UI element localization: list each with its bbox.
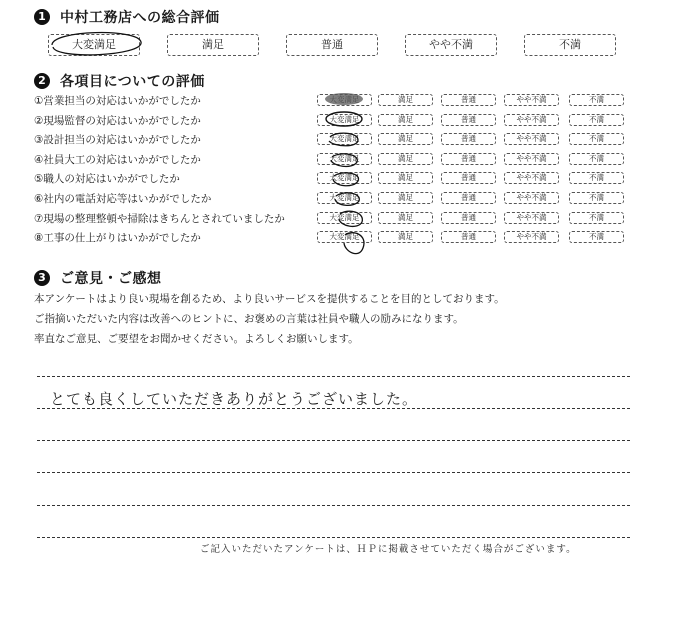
- item-7-option-satisfied[interactable]: 満足: [378, 212, 433, 224]
- item-7-option-somewhat-dissatisfied[interactable]: やや不満: [504, 212, 559, 224]
- item-6-option-satisfied[interactable]: 満足: [378, 192, 433, 204]
- item-4-option-very-satisfied[interactable]: 大変満足: [317, 153, 372, 165]
- section2-number-badge: 2: [34, 73, 50, 89]
- item-7-option-very-satisfied[interactable]: 大変満足: [317, 212, 372, 224]
- comment-line-3: [37, 440, 630, 441]
- item-label-8: ⑧工事の仕上がりはいかがでしたか: [34, 232, 201, 245]
- overall-option-satisfied[interactable]: 満足: [167, 34, 259, 56]
- section2-title: 各項目についての評価: [60, 74, 205, 90]
- item-2-option-very-satisfied[interactable]: 大変満足: [317, 114, 372, 126]
- item-8-option-very-satisfied[interactable]: 大変満足: [317, 231, 372, 243]
- item-4-option-dissatisfied[interactable]: 不満: [569, 153, 624, 165]
- intro-line-1: 本アンケートはより良い現場を創るため、より良いサービスを提供することを目的としております。: [34, 293, 505, 305]
- item-label-6: ⑥社内の電話対応等はいかがでしたか: [34, 193, 212, 205]
- item-5-option-very-satisfied[interactable]: 大変満足: [317, 172, 372, 184]
- section3-number-badge: 3: [34, 270, 50, 286]
- item-8-option-somewhat-dissatisfied[interactable]: やや不満: [504, 231, 559, 243]
- comment-line-6: [37, 537, 630, 538]
- item-6-option-somewhat-dissatisfied[interactable]: やや不満: [504, 192, 559, 204]
- item-3-option-dissatisfied[interactable]: 不満: [569, 133, 624, 145]
- item-2-option-satisfied[interactable]: 満足: [378, 114, 433, 126]
- handwritten-comment[interactable]: とても良くしていただきありがとうございました。: [50, 390, 419, 408]
- item-5-option-somewhat-dissatisfied[interactable]: やや不満: [504, 172, 559, 184]
- overall-option-somewhat-dissatisfied[interactable]: やや不満: [405, 34, 497, 56]
- overall-option-dissatisfied[interactable]: 不満: [524, 34, 616, 56]
- item-3-option-satisfied[interactable]: 満足: [378, 133, 433, 145]
- item-8-option-normal[interactable]: 普通: [441, 231, 496, 243]
- section1-number-badge: 1: [34, 9, 50, 25]
- item-label-3: ③設計担当の対応はいかがでしたか: [34, 134, 201, 147]
- item-3-option-somewhat-dissatisfied[interactable]: やや不満: [504, 133, 559, 145]
- item-6-option-very-satisfied[interactable]: 大変満足: [317, 192, 372, 204]
- comment-line-2: [37, 408, 630, 409]
- item-6-option-dissatisfied[interactable]: 不満: [569, 192, 624, 204]
- intro-line-3: 率直なご意見、ご要望をお聞かせください。よろしくお願いします。: [34, 333, 359, 345]
- section3-title: ご意見・ご感想: [60, 271, 162, 287]
- item-8-option-dissatisfied[interactable]: 不満: [569, 231, 624, 243]
- item-4-option-somewhat-dissatisfied[interactable]: やや不満: [504, 153, 559, 165]
- item-7-option-dissatisfied[interactable]: 不満: [569, 212, 624, 224]
- item-label-7: ⑦現場の整理整頓や掃除はきちんとされていましたか: [34, 212, 285, 225]
- item-label-4: ④社員大工の対応はいかがでしたか: [34, 153, 201, 166]
- item-5-option-normal[interactable]: 普通: [441, 172, 496, 184]
- item-2-option-dissatisfied[interactable]: 不満: [569, 114, 624, 126]
- item-6-option-normal[interactable]: 普通: [441, 192, 496, 204]
- comment-line-4: [37, 472, 630, 473]
- item-label-5: ⑤職人の対応はいかがでしたか: [34, 173, 180, 186]
- item-3-option-normal[interactable]: 普通: [441, 133, 496, 145]
- footnote: ご記入いただいたアンケートは、ＨＰに掲載させていただく場合がございます。: [200, 544, 577, 555]
- item-8-option-satisfied[interactable]: 満足: [378, 231, 433, 243]
- item-label-2: ②現場監督の対応はいかがでしたか: [34, 114, 201, 127]
- item-5-option-satisfied[interactable]: 満足: [378, 172, 433, 184]
- item-5-option-dissatisfied[interactable]: 不満: [569, 172, 624, 184]
- item-1-option-somewhat-dissatisfied[interactable]: やや不満: [504, 94, 559, 106]
- item-1-option-normal[interactable]: 普通: [441, 94, 496, 106]
- section1-title: 中村工務店への総合評価: [60, 10, 220, 26]
- item-7-option-normal[interactable]: 普通: [441, 212, 496, 224]
- item-1-option-dissatisfied[interactable]: 不満: [569, 94, 624, 106]
- item-4-option-normal[interactable]: 普通: [441, 153, 496, 165]
- item-2-option-somewhat-dissatisfied[interactable]: やや不満: [504, 114, 559, 126]
- item-1-option-satisfied[interactable]: 満足: [378, 94, 433, 106]
- item-3-option-very-satisfied[interactable]: 大変満足: [317, 133, 372, 145]
- overall-option-normal[interactable]: 普通: [286, 34, 378, 56]
- item-label-1: ①営業担当の対応はいかがでしたか: [34, 95, 201, 107]
- comment-line-1: [37, 376, 630, 377]
- comment-line-5: [37, 505, 630, 506]
- intro-line-2: ご指摘いただいた内容は改善へのヒントに、お褒めの言葉は社員や職人の励みになります。: [34, 313, 464, 325]
- item-2-option-normal[interactable]: 普通: [441, 114, 496, 126]
- overall-option-very-satisfied[interactable]: 大変満足: [48, 34, 140, 56]
- item-4-option-satisfied[interactable]: 満足: [378, 153, 433, 165]
